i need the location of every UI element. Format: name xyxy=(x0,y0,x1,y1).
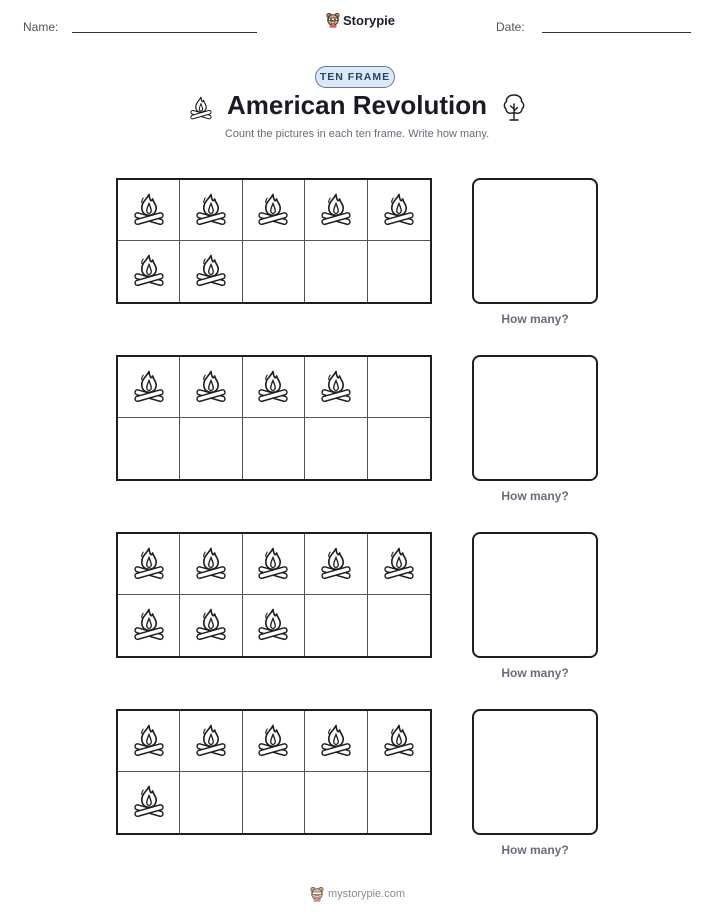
campfire-icon xyxy=(318,720,354,763)
answer-box[interactable] xyxy=(472,355,598,481)
campfire-icon xyxy=(131,604,167,647)
ten-frame-cell xyxy=(180,418,242,479)
ten-frame-cell xyxy=(368,241,430,302)
ten-frame-cell xyxy=(243,595,305,656)
campfire-icon xyxy=(318,366,354,409)
ten-frame-cell xyxy=(118,772,180,833)
campfire-icon xyxy=(193,250,229,293)
bear-mascot-icon xyxy=(326,12,340,28)
ten-frame-cell xyxy=(305,595,367,656)
ten-frame-cell xyxy=(243,534,305,595)
campfire-icon xyxy=(193,366,229,409)
campfire-icon xyxy=(255,366,291,409)
footer xyxy=(310,886,405,902)
campfire-icon xyxy=(255,604,291,647)
tree-icon xyxy=(501,92,527,122)
answer-box[interactable] xyxy=(472,709,598,835)
campfire-icon xyxy=(131,781,167,824)
ten-frame-cell xyxy=(180,595,242,656)
ten-frame-cell xyxy=(305,534,367,595)
campfire-icon xyxy=(255,543,291,586)
campfire-icon xyxy=(193,604,229,647)
ten-frame-cell xyxy=(368,357,430,418)
ten-frame xyxy=(116,709,432,835)
ten-frame-cell xyxy=(118,241,180,302)
how-many-label: How many? xyxy=(501,312,569,326)
campfire-icon xyxy=(255,720,291,763)
ten-frame-cell xyxy=(180,357,242,418)
ten-frame-cell xyxy=(118,595,180,656)
instructions: Count the pictures in each ten frame. Write how many. xyxy=(224,128,490,140)
brand-name: Storypie xyxy=(343,12,396,28)
ten-frame-cell xyxy=(180,711,242,772)
ten-frame-cell xyxy=(243,772,305,833)
campfire-icon xyxy=(131,543,167,586)
campfire-icon xyxy=(131,366,167,409)
ten-frame-cell xyxy=(243,418,305,479)
ten-frame-cell xyxy=(368,772,430,833)
ten-frame xyxy=(116,532,432,658)
ten-frame-cell xyxy=(305,180,367,241)
ten-frame-cell xyxy=(243,241,305,302)
ten-frame-cell xyxy=(180,772,242,833)
how-many-label: How many? xyxy=(501,843,569,857)
bear-mascot-icon xyxy=(310,886,324,902)
campfire-icon xyxy=(131,250,167,293)
campfire-icon xyxy=(193,543,229,586)
ten-frame-cell xyxy=(368,534,430,595)
answer-box[interactable] xyxy=(472,178,598,304)
ten-frame-cell xyxy=(368,180,430,241)
ten-frame-cell xyxy=(180,180,242,241)
how-many-label: How many? xyxy=(501,666,569,680)
ten-frame-cell xyxy=(243,711,305,772)
ten-frame-cell xyxy=(368,711,430,772)
campfire-icon xyxy=(318,543,354,586)
name-field[interactable] xyxy=(72,32,257,33)
ten-frame-cell xyxy=(118,418,180,479)
campfire-icon xyxy=(381,189,417,232)
campfire-icon xyxy=(255,189,291,232)
ten-frame-cell xyxy=(305,711,367,772)
campfire-icon xyxy=(131,189,167,232)
ten-frame-cell xyxy=(243,180,305,241)
date-label: Date: xyxy=(496,20,525,34)
campfire-icon xyxy=(131,720,167,763)
ten-frame-cell xyxy=(118,711,180,772)
ten-frame-cell xyxy=(118,180,180,241)
name-label: Name: xyxy=(23,20,59,34)
ten-frame-cell xyxy=(305,241,367,302)
worksheet-type-badge: TEN FRAME xyxy=(315,66,395,88)
storypie-logo xyxy=(326,12,395,28)
ten-frame-cell xyxy=(305,418,367,479)
ten-frame-cell xyxy=(368,595,430,656)
campfire-icon xyxy=(193,189,229,232)
ten-frame-cell xyxy=(368,418,430,479)
ten-frame-cell xyxy=(118,357,180,418)
how-many-label: How many? xyxy=(501,489,569,503)
worksheet-header xyxy=(0,0,714,50)
ten-frame xyxy=(116,178,432,304)
ten-frame-cell xyxy=(305,357,367,418)
ten-frame-cell xyxy=(180,241,242,302)
footer-url: mystorypie.com xyxy=(328,888,406,900)
campfire-icon xyxy=(318,189,354,232)
ten-frame xyxy=(116,355,432,481)
ten-frame-cell xyxy=(118,534,180,595)
ten-frame-cell xyxy=(305,772,367,833)
campfire-icon xyxy=(381,720,417,763)
ten-frame-cell xyxy=(243,357,305,418)
campfire-icon xyxy=(381,543,417,586)
ten-frame-cell xyxy=(180,534,242,595)
date-field[interactable] xyxy=(542,32,691,33)
answer-box[interactable] xyxy=(472,532,598,658)
page-title: American Revolution xyxy=(226,90,488,120)
campfire-icon xyxy=(193,720,229,763)
